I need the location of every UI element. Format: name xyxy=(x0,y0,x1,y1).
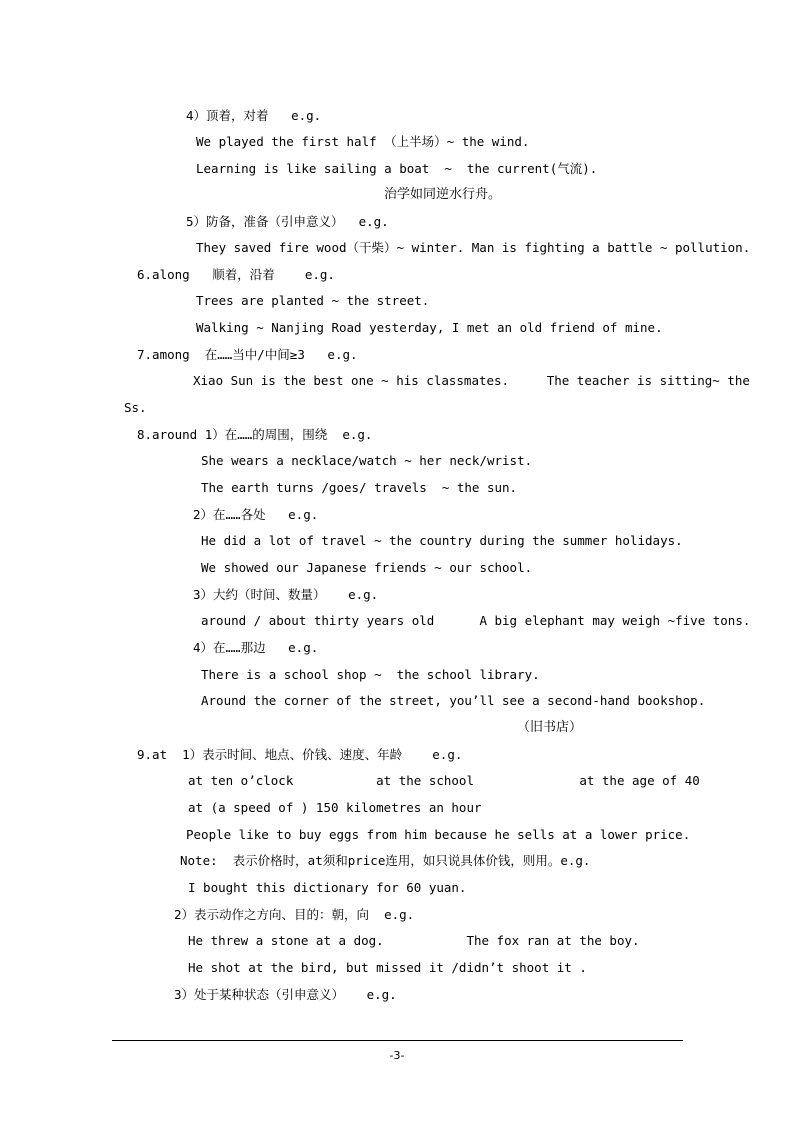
text-line: 3）处于某种状态（引申意义） e.g. xyxy=(174,987,397,1002)
text-line: 治学如同逆水行舟。 xyxy=(384,187,502,202)
text-line: 2）在……各处 e.g. xyxy=(193,507,319,522)
text-line: He shot at the bird, but missed it /didn’t shoot it . xyxy=(188,960,587,975)
text-line: Walking ~ Nanjing Road yesterday, I met an old friend of mine. xyxy=(196,320,663,335)
text-line: at ten o’clock at the school at the age of 40 xyxy=(188,773,700,788)
text-line: She wears a necklace/watch ~ her neck/wrist. xyxy=(201,453,533,468)
text-line: 8.around 1）在……的周围，围绕 e.g. xyxy=(137,427,373,442)
text-line: at (a speed of ) 150 kilometres an hour xyxy=(188,800,482,815)
text-line: Ss. xyxy=(124,400,147,415)
text-line: 4）顶着，对着 e.g. xyxy=(186,108,322,123)
text-line: Learning is like sailing a boat ~ the current(气流). xyxy=(196,161,598,176)
text-line: 5）防备，准备（引申意义） e.g. xyxy=(186,214,389,229)
text-line: Trees are planted ~ the street. xyxy=(196,293,430,308)
text-line: I bought this dictionary for 60 yuan. xyxy=(188,880,467,895)
text-line: We played the first half （上半场）~ the wind. xyxy=(196,134,530,149)
text-line: Xiao Sun is the best one ~ his classmates. The teacher is sitting~ the xyxy=(193,373,750,388)
text-line: （旧书店） xyxy=(517,720,583,735)
text-line: They saved fire wood（干柴）~ winter. Man is fighting a battle ~ pollution. xyxy=(196,240,751,255)
text-line: 6.along 顺着，沿着 e.g. xyxy=(137,267,335,282)
text-line: There is a school shop ~ the school library. xyxy=(201,667,540,682)
text-line: Note: 表示价格时，at须和price连用，如只说具体价钱，则用。e.g. xyxy=(180,853,591,868)
text-line: We showed our Japanese friends ~ our school. xyxy=(201,560,533,575)
text-line: He threw a stone at a dog. The fox ran at the boy. xyxy=(188,933,640,948)
text-line: 2）表示动作之方向、目的：朝，向 e.g. xyxy=(174,907,415,922)
text-line: People like to buy eggs from him because he sells at a lower price. xyxy=(186,827,691,842)
text-line: around / about thirty years old A big elephant may weigh ~five tons. xyxy=(201,613,751,628)
text-line: He did a lot of travel ~ the country during the summer holidays. xyxy=(201,533,683,548)
footer-rule xyxy=(112,1040,683,1041)
text-line: 3）大约（时间、数量） e.g. xyxy=(193,587,379,602)
page-number: -3- xyxy=(389,1049,405,1062)
text-line: Around the corner of the street, you’ll see a second-hand bookshop. xyxy=(201,693,706,708)
text-line: The earth turns /goes/ travels ~ the sun. xyxy=(201,480,518,495)
text-line: 7.among 在……当中/中间≥3 e.g. xyxy=(137,347,358,362)
text-line: 9.at 1）表示时间、地点、价钱、速度、年龄 e.g. xyxy=(137,747,463,762)
text-line: 4）在……那边 e.g. xyxy=(193,640,319,655)
